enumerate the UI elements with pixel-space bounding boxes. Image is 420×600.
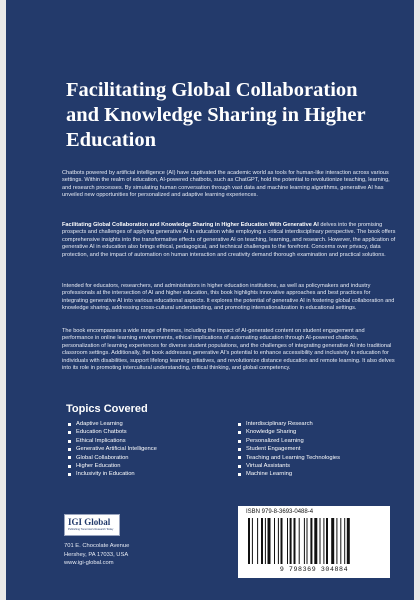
topic-label: Higher Education	[76, 463, 121, 470]
bullet-icon	[68, 431, 71, 434]
publisher-website: www.igi-global.com	[64, 560, 114, 567]
bullet-icon	[238, 465, 241, 468]
description-paragraph-3: Intended for educators, researchers, and administrators in higher education institutions, as well as policymakers and industry professionals at the intersection of AI and higher education, this book highlights innovative approaches and best practices for integrating generative AI into various educational aspects. It explores the potential of generative AI in fostering global collaboration and knowledge sharing, addressing cross-cultural understanding, and promoting internationalization in educational settings.	[62, 283, 395, 312]
topic-item	[68, 470, 157, 478]
bullet-icon	[68, 473, 71, 476]
topic-label: Student Engagement	[246, 446, 301, 453]
topic-label: Machine Learning	[246, 471, 293, 478]
bullet-icon	[238, 431, 241, 434]
address-line-2: Hershey, PA 17033, USA	[64, 551, 129, 558]
publisher-logo	[64, 514, 120, 536]
description-paragraph-1: Chatbots powered by artificial intelligence (AI) have captivated the academic world as tools for human-like interaction across various settings. Within the realm of education, AI-powered chatbots, such as ChatGPT, hold the potential to revolutionize teaching, learning, and research processes. By simulating human conversation through vast data and machine learning algorithms, generative AI has unveiled new opportunities for personalized and adaptive learning experiences.	[62, 170, 390, 199]
address-line-1: 701 E. Chocolate Avenue	[64, 543, 130, 549]
description-paragraph-2	[62, 222, 396, 259]
topic-label: Personalized Learning	[246, 437, 304, 444]
topic-item	[238, 420, 340, 428]
page-edge-right	[414, 0, 420, 600]
topic-label: Teaching and Learning Technologies	[246, 454, 341, 461]
topic-label: Global Collaboration	[76, 454, 129, 461]
topic-item	[68, 428, 157, 436]
topic-label: Adaptive Learning	[76, 421, 123, 427]
topic-item	[68, 437, 157, 445]
topic-item	[238, 445, 340, 453]
barcode-panel	[238, 506, 390, 578]
topic-item	[238, 462, 340, 470]
topic-label: Education Chatbots	[76, 429, 127, 436]
back-cover	[6, 0, 414, 600]
topic-label: Generative Artificial Intelligence	[76, 446, 157, 453]
topic-label: Inclusivity in Education	[76, 471, 135, 478]
topics-list-left	[68, 420, 157, 479]
bullet-icon	[68, 465, 71, 468]
bullet-icon	[238, 423, 241, 426]
bullet-icon	[238, 473, 241, 476]
publisher-logo-text: IGI Global	[68, 517, 111, 527]
topics-heading: Topics Covered	[66, 403, 148, 415]
bullet-icon	[238, 448, 241, 451]
barcode-digits: 9 798369 304884	[279, 566, 349, 573]
paragraph-2-bold-title: Facilitating Global Collaboration and Knowledge Sharing in Higher Education With Generative AI	[62, 222, 319, 228]
topic-item	[68, 420, 157, 428]
bullet-icon	[68, 440, 71, 443]
topic-item	[68, 454, 157, 462]
book-title: Facilitating Global Collaboration and Knowledge Sharing in Higher Education	[66, 79, 366, 151]
topic-item	[68, 462, 157, 470]
topic-item	[238, 470, 340, 478]
topic-label: Ethical Implications	[76, 437, 126, 444]
topic-item	[68, 445, 157, 453]
description-paragraph-4: The book encompasses a wide range of themes, including the impact of AI-generated content on student engagement and performance in online learning environments, ethical implications of automating education through AI-powered chatbots, personalization of learning experiences for diverse student populations, and the challenges of integrating generative AI into traditional classroom settings. Additionally, the book addresses generative AI's potential to enhance accessibility and inclusivity in education for individuals with disabilities, support lifelong learning initiatives, and revolutionize distance education and remote learning. It also delves into its role in promoting intercultural understanding, critical thinking, and global competency.	[62, 328, 395, 372]
topic-label: Interdisciplinary Research	[246, 421, 313, 427]
topic-item	[238, 454, 340, 462]
isbn-label: ISBN 979-8-3693-0488-4	[246, 509, 314, 515]
paragraph-2-body: delves into the promising prospects and challenges of applying generative AI in education while employing a critical interdisciplinary perspective. The book offers comprehensive insights into the transformative effects of generative AI on teaching, learning, and research. However, the application of generative AI in education also brings ethical, pedagogical, and technical challenges to the forefront. Concerns over privacy, data protection, and the impact of automation on human interaction and creativity demand thorough examination and practical solutions.	[62, 222, 396, 258]
topic-label: Knowledge Sharing	[246, 429, 297, 436]
barcode-icon	[246, 518, 382, 566]
bullet-icon	[238, 440, 241, 443]
topic-item	[238, 437, 340, 445]
bullet-icon	[238, 456, 241, 459]
topic-label: Virtual Assistants	[246, 463, 291, 470]
publisher-logo-tagline: Publishing Tomorrow's Research Today	[68, 528, 114, 531]
bullet-icon	[68, 456, 71, 459]
bullet-icon	[68, 423, 71, 426]
topic-item	[238, 428, 340, 436]
topics-list-right	[238, 420, 340, 479]
bullet-icon	[68, 448, 71, 451]
publisher-address	[64, 542, 129, 568]
